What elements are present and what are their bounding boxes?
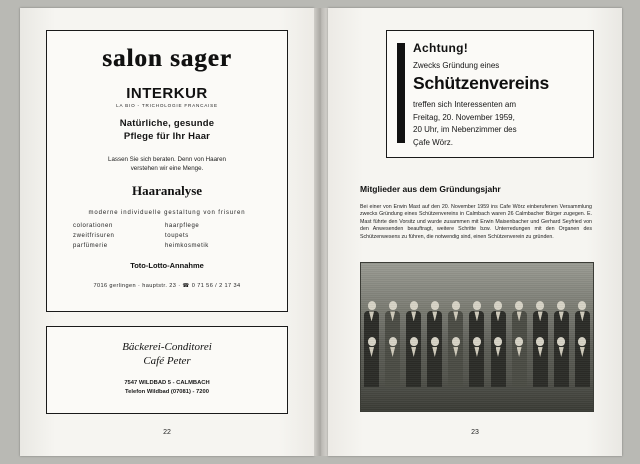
notice-subtitle: Zwecks Gründung eines xyxy=(413,61,500,70)
notice-line-3: 20 Uhr, im Nebenzimmer des xyxy=(413,125,517,134)
bakery-name xyxy=(47,340,287,368)
photo-person xyxy=(427,337,442,387)
service-right: haarpflege xyxy=(165,223,200,229)
salon-title: salon sager xyxy=(102,45,232,72)
salon-intro-line-2: verstehen wir eine Menge. xyxy=(130,165,204,172)
interkur-subtitle: LA BIO - TRICHOLOGIE FRANCAISE xyxy=(116,103,218,108)
salon-intro-text xyxy=(47,155,287,173)
salon-sager-advertisement xyxy=(46,30,288,312)
bakery-name-line-2: Café Peter xyxy=(143,355,191,367)
services-intro: moderne individuelle gestaltung von frisuren xyxy=(88,210,246,216)
left-page-number: 22 xyxy=(163,429,171,436)
salon-slogan-line-2: Pflege für Ihr Haar xyxy=(123,131,211,142)
photo-person xyxy=(469,337,484,387)
service-left: colorationen xyxy=(73,223,113,229)
right-page xyxy=(328,8,622,456)
left-page xyxy=(20,8,314,456)
bakery-advertisement xyxy=(46,326,288,414)
photo-person xyxy=(575,337,590,387)
notice-text-block xyxy=(413,41,583,149)
book-gutter xyxy=(314,8,328,456)
service-right: heimkosmetik xyxy=(165,243,209,249)
salon-address: 7016 gerlingen · hauptstr. 23 · ☎ 0 71 56 / 2 17 34 xyxy=(93,283,241,289)
salon-slogan xyxy=(47,117,287,143)
bakery-phone: Telefon Wildbad (07081) - 7200 xyxy=(125,388,209,395)
photo-person xyxy=(512,337,527,387)
bakery-contact xyxy=(47,379,287,396)
services-row xyxy=(73,223,261,229)
right-page-number: 23 xyxy=(471,429,479,436)
notice-details xyxy=(413,99,583,149)
group-photo xyxy=(360,262,594,412)
section-heading: Mitglieder aus dem Gründungsjahr xyxy=(360,184,501,194)
service-left: zweitfrisuren xyxy=(73,233,115,239)
photo-person xyxy=(533,337,548,387)
haaranalyse-heading: Haaranalyse xyxy=(131,183,203,198)
notice-line-4: Çafe Wörz. xyxy=(413,137,454,147)
photo-front-row xyxy=(361,337,593,387)
founding-notice xyxy=(386,30,594,158)
salon-slogan-line-1: Natürliche, gesunde xyxy=(119,118,215,129)
photo-person xyxy=(385,337,400,387)
photo-person xyxy=(554,337,569,387)
service-right: toupets xyxy=(165,233,189,239)
notice-title: Schützenvereins xyxy=(413,73,550,93)
photo-person xyxy=(364,337,379,387)
bakery-address: 7547 WILDBAD 5 - CALMBACH xyxy=(124,380,210,386)
services-list xyxy=(73,223,261,249)
article-body: Bei einer von Erwin Mast auf den 20. November 1959 ins Cafe Wörz einberufenen Versammlung zwecks Gründung eines Schützenvereins in Calmbach waren 26 Calmbacher Bürger zugegen. E. Mast führte den Vorsitz und wurde zusammen mit Erwin Maisenbacher und Gerhard Seyfried von den Anwesenden beauftragt, weitere Schritte bzw. Unterredungen mit den Organen des Schützenwesens zu führen, die notwendig sind, einen Schützenverein zu gründen. xyxy=(360,204,592,240)
notice-line-2: Freitag, 20. November 1959, xyxy=(413,112,515,122)
notice-achtung: Achtung! xyxy=(413,41,469,55)
photo-person xyxy=(406,337,421,387)
toto-lotto-line: Toto-Lotto-Annahme xyxy=(130,261,204,270)
notice-line-1: treffen sich Interessenten am xyxy=(413,100,517,109)
photo-person xyxy=(491,337,506,387)
services-row xyxy=(73,233,261,239)
photo-person xyxy=(448,337,463,387)
salon-intro-line-1: Lassen Sie sich beraten. Denn von Haaren xyxy=(108,156,226,163)
interkur-logo: INTERKUR xyxy=(126,85,208,102)
notice-side-bar xyxy=(397,43,405,143)
service-left: parfümerie xyxy=(73,243,108,249)
services-row xyxy=(73,243,261,249)
bakery-name-line-1: Bäckerei-Conditorei xyxy=(122,341,212,353)
interkur-brand-block xyxy=(47,85,287,108)
